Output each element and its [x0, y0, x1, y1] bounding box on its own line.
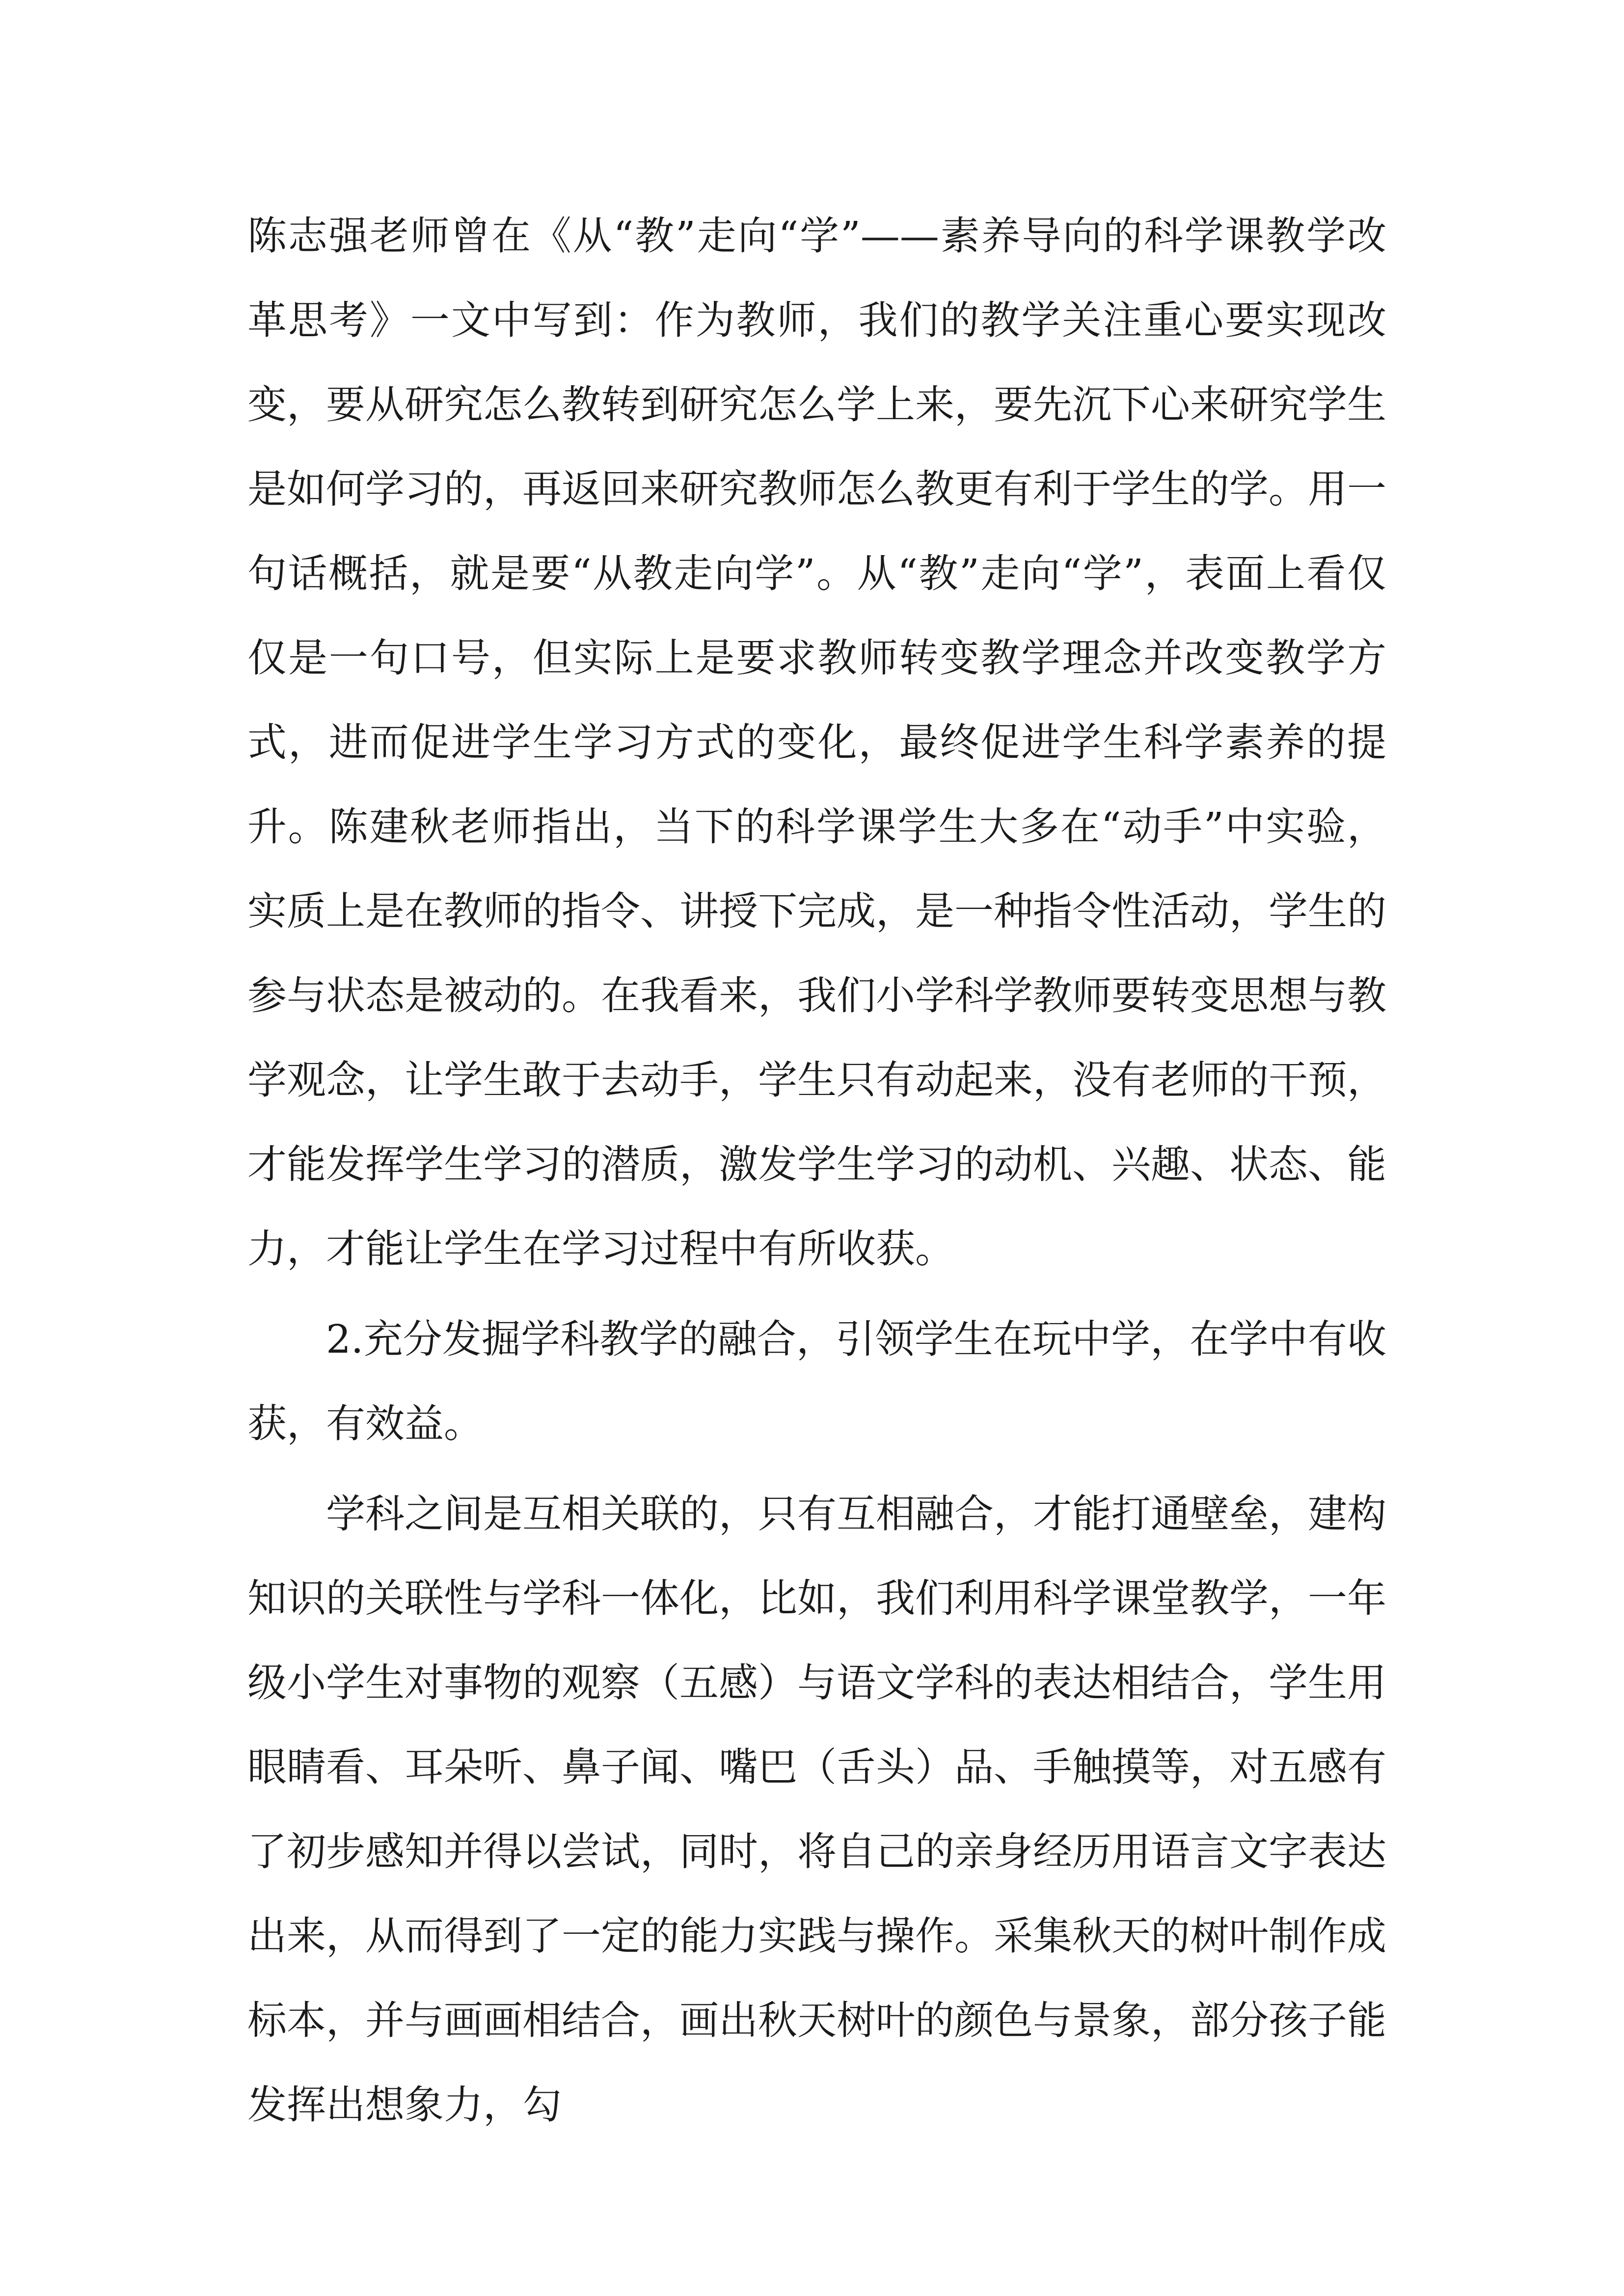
body-text — [247, 194, 1386, 2153]
paragraph-body: 学科之间是互相关联的，只有互相融合，才能打通壁垒，建构知识的关联性与学科一体化，比如，我们利用科学课堂教学，一年级小学生对事物的观察（五感）与语文学科的表达相结合，学生用眼睛看、耳朵听、鼻子闻、嘴巴（舌头）品、手触摸等，对五感有了初步感知并得以尝试，同时，将自己的亲身经历用语言文字表达出来，从而得到了一定的能力实践与操作。采集秋天的树叶制作成标本，并与画画相结合，画出秋天树叶的颜色与景象，部分孩子能发挥出想象力，勾 — [247, 1491, 1386, 2128]
paragraph-continued: 陈志强老师曾在《从“教”走向“学”——素养导向的科学课教学改革思考》一文中写到：作为教师，我们的教学关注重心要实现改变，要从研究怎么教转到研究怎么学上来，要先沉下心来研究学生是如何学习的，再返回来研究教师怎么教更有利于学生的学。用一句话概括，就是要“从教走向学”。从“教”走向“学”，表面上看仅仅是一句口号，但实际上是要求教师转变教学理念并改变教学方式，进而促进学生学习方式的变化，最终促进学生科学素养的提升。陈建秋老师指出，当下的科学课学生大多在“动手”中实验，实质上是在教师的指令、讲授下完成，是一种指令性活动，学生的参与状态是被动的。在我看来，我们小学科学教师要转变思想与教学观念，让学生敢于去动手，学生只有动起来，没有老师的干预，才能发挥学生学习的潜质，激发学生学习的动机、兴趣、状态、能力，才能让学生在学习过程中有所收获。 — [247, 213, 1386, 1272]
paragraph-heading-2: 2.充分发掘学科教学的融合，引领学生在玩中学，在学中有收获，有效益。 — [247, 1316, 1386, 1446]
